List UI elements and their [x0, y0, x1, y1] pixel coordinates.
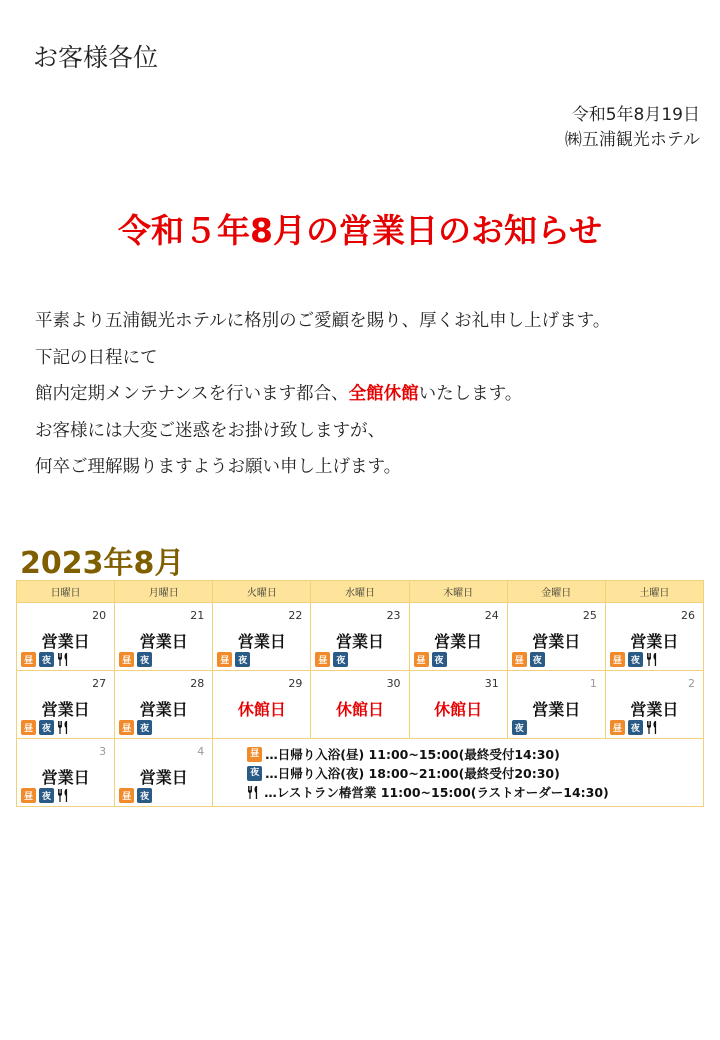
daytime-bath-icon: 昼 [610, 652, 625, 667]
calendar-day-cell [115, 671, 213, 739]
daytime-bath-icon: 昼 [315, 652, 330, 667]
night-bath-icon: 夜 [530, 652, 545, 667]
legend-day-text: …日帰り入浴(昼) 11:00~15:00(最終受付14:30) [265, 747, 560, 762]
day-number: 31 [484, 677, 499, 690]
day-status-closed: 休館日 [237, 700, 286, 719]
calendar-legend-cell [213, 739, 704, 807]
daytime-bath-icon: 昼 [217, 652, 232, 667]
day-number: 4 [197, 745, 205, 758]
day-status: 営業日 [434, 632, 483, 651]
night-bath-icon: 夜 [628, 652, 643, 667]
day-number: 25 [582, 609, 597, 622]
service-icons [610, 652, 660, 667]
day-status: 営業日 [139, 632, 188, 651]
calendar-table [16, 580, 704, 807]
daytime-bath-icon: 昼 [119, 788, 134, 803]
restaurant-icon [57, 652, 71, 667]
service-icons [119, 720, 152, 735]
calendar-day-cell [213, 603, 311, 671]
calendar-week-2 [17, 671, 704, 739]
day-number: 2 [688, 677, 695, 690]
daytime-bath-icon: 昼 [21, 720, 36, 735]
notice-title: 令和５年8月の営業日のお知らせ [118, 211, 602, 250]
weekday-thu: 木曜日 [409, 581, 507, 603]
legend-restaurant-text: …レストラン椿営業 11:00~15:00(ラストオーダー14:30) [264, 785, 609, 800]
night-bath-icon: 夜 [39, 788, 54, 803]
service-icons [217, 652, 250, 667]
calendar-week-3 [17, 739, 704, 807]
day-status: 営業日 [41, 700, 90, 719]
weekday-mon: 月曜日 [115, 581, 213, 603]
daytime-bath-icon: 昼 [119, 652, 134, 667]
calendar-day-cell [17, 739, 115, 807]
service-icons [512, 720, 527, 735]
restaurant-icon [57, 788, 71, 803]
restaurant-icon [646, 720, 660, 735]
night-bath-icon: 夜 [137, 720, 152, 735]
legend-row-night [247, 764, 609, 783]
night-bath-icon: 夜 [235, 652, 250, 667]
document-meta [565, 103, 700, 153]
legend-row-restaurant [247, 783, 609, 802]
calendar-day-cell [311, 603, 409, 671]
day-number: 20 [92, 609, 107, 622]
day-number: 29 [288, 677, 303, 690]
body-line-4: お客様には大変ご迷惑をお掛け致しますが、 [35, 420, 385, 441]
day-status-closed: 休館日 [434, 700, 483, 719]
restaurant-icon [646, 652, 660, 667]
day-number: 24 [484, 609, 499, 622]
service-icons [21, 652, 71, 667]
night-bath-icon: 夜 [247, 766, 262, 781]
calendar-week-1 [17, 603, 704, 671]
night-bath-icon: 夜 [137, 652, 152, 667]
weekday-sun: 日曜日 [17, 581, 115, 603]
calendar-day-cell [409, 671, 507, 739]
weekday-wed: 水曜日 [311, 581, 409, 603]
night-bath-icon: 夜 [432, 652, 447, 667]
calendar-day-cell [409, 603, 507, 671]
calendar-legend [247, 745, 609, 802]
body-line-3 [35, 376, 715, 413]
weekday-sat: 土曜日 [605, 581, 703, 603]
day-status: 営業日 [532, 700, 581, 719]
calendar-day-cell [213, 671, 311, 739]
service-icons [21, 788, 71, 803]
night-bath-icon: 夜 [333, 652, 348, 667]
legend-row-day [247, 745, 609, 764]
day-status: 営業日 [41, 768, 90, 787]
day-status: 営業日 [630, 700, 679, 719]
night-bath-icon: 夜 [137, 788, 152, 803]
daytime-bath-icon: 昼 [21, 788, 36, 803]
day-status: 営業日 [335, 632, 384, 651]
weekday-tue: 火曜日 [213, 581, 311, 603]
body-line-1: 平素より五浦観光ホテルに格別のご愛顧を賜り、厚くお礼申し上げます。 [35, 311, 611, 331]
night-bath-icon: 夜 [512, 720, 527, 735]
legend-night-text: …日帰り入浴(夜) 18:00~21:00(最終受付20:30) [265, 766, 560, 781]
weekday-fri: 金曜日 [507, 581, 605, 603]
restaurant-icon [247, 785, 261, 800]
day-number: 30 [386, 677, 401, 690]
restaurant-icon [57, 720, 71, 735]
service-icons [512, 652, 545, 667]
greeting: お客様各位 [33, 43, 159, 72]
day-status: 営業日 [139, 768, 188, 787]
daytime-bath-icon: 昼 [610, 720, 625, 735]
calendar-title: 2023年8月 [20, 546, 185, 581]
calendar-day-cell [605, 671, 703, 739]
day-number: 23 [386, 609, 401, 622]
body-line-2: 下記の日程にて [35, 347, 158, 368]
day-number: 22 [288, 609, 303, 622]
day-status: 営業日 [237, 632, 286, 651]
calendar-day-cell [507, 603, 605, 671]
calendar-day-cell [17, 671, 115, 739]
daytime-bath-icon: 昼 [512, 652, 527, 667]
day-number: 21 [190, 609, 205, 622]
day-status-closed: 休館日 [335, 700, 384, 719]
night-bath-icon: 夜 [39, 720, 54, 735]
calendar-day-cell [115, 603, 213, 671]
company-name: ㈱五浦観光ホテル [564, 130, 700, 150]
day-number: 27 [92, 677, 107, 690]
day-number: 1 [589, 677, 597, 690]
calendar-day-cell [17, 603, 115, 671]
calendar-day-cell [311, 671, 409, 739]
notice-body [35, 303, 715, 486]
day-status: 営業日 [532, 632, 581, 651]
daytime-bath-icon: 昼 [247, 747, 262, 762]
document-date: 令和5年8月19日 [571, 105, 700, 125]
body-line-3-after: いたします。 [418, 384, 523, 404]
day-number: 26 [681, 609, 695, 622]
daytime-bath-icon: 昼 [414, 652, 429, 667]
service-icons [119, 652, 152, 667]
body-line-5: 何卒ご理解賜りますようお願い申し上げます。 [35, 457, 402, 477]
service-icons [119, 788, 152, 803]
day-status: 営業日 [41, 632, 90, 651]
day-number: 3 [99, 745, 107, 758]
daytime-bath-icon: 昼 [119, 720, 134, 735]
daytime-bath-icon: 昼 [21, 652, 36, 667]
weekday-header-row [17, 581, 704, 603]
closure-highlight: 全館休館 [348, 384, 419, 404]
service-icons [414, 652, 447, 667]
calendar-day-cell [507, 671, 605, 739]
day-status: 営業日 [139, 700, 188, 719]
service-icons [610, 720, 660, 735]
service-icons [21, 720, 71, 735]
day-number: 28 [190, 677, 205, 690]
body-line-3-before: 館内定期メンテナンスを行います都合、 [35, 384, 349, 404]
calendar-day-cell [605, 603, 703, 671]
service-icons [315, 652, 348, 667]
calendar-day-cell [115, 739, 213, 807]
night-bath-icon: 夜 [39, 652, 54, 667]
night-bath-icon: 夜 [628, 720, 643, 735]
day-status: 営業日 [630, 632, 679, 651]
